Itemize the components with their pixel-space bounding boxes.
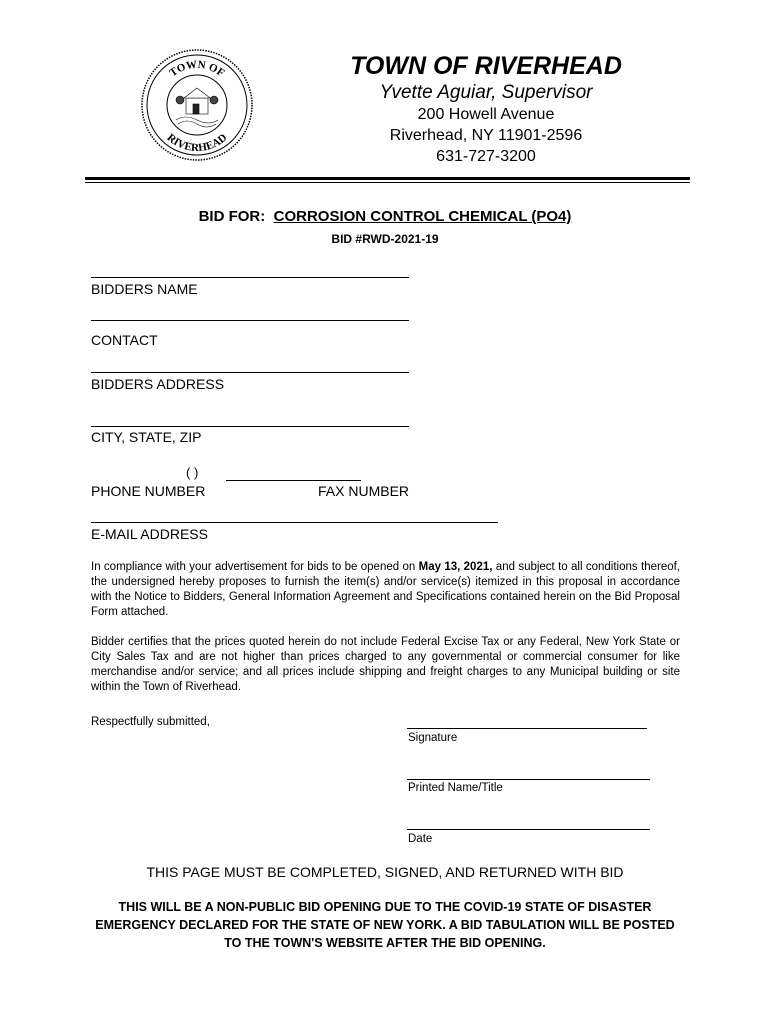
page-title: TOWN OF RIVERHEAD bbox=[350, 52, 622, 80]
city-state-zip-label: CITY, STATE, ZIP bbox=[91, 429, 202, 445]
phone-number-label: PHONE NUMBER bbox=[91, 483, 206, 499]
bid-name: CORROSION CONTROL CHEMICAL (PO4) bbox=[273, 208, 572, 225]
date-label: Date bbox=[408, 833, 433, 845]
street-address: 200 Howell Avenue bbox=[417, 106, 555, 123]
email-line[interactable] bbox=[91, 522, 498, 523]
header-divider-thin bbox=[85, 182, 690, 183]
phone-number-header: 631-727-3200 bbox=[436, 148, 536, 165]
contact-line[interactable] bbox=[91, 320, 409, 321]
supervisor-name: Yvette Aguiar, Supervisor bbox=[379, 82, 593, 103]
bid-title bbox=[0, 208, 770, 225]
seal-text-bottom: RIVERHEAD bbox=[164, 131, 230, 155]
printed-name-line[interactable] bbox=[407, 779, 650, 780]
bid-prefix: BID FOR: bbox=[198, 208, 266, 225]
return-instruction: THIS PAGE MUST BE COMPLETED, SIGNED, AND RETURNED WITH BID bbox=[146, 864, 624, 880]
city-address: Riverhead, NY 11901-2596 bbox=[389, 127, 583, 144]
bid-opening-date: May 13, 2021, bbox=[418, 561, 493, 573]
seal-text-top: TOWN OF bbox=[167, 58, 227, 80]
covid-notice: THIS WILL BE A NON-PUBLIC BID OPENING DUE TO THE COVID-19 STATE OF DISASTER EMERGENCY DECLARED FOR THE STATE OF NEW YORK. A BID TABULATION WILL BE POSTED TO THE TOWN'S WEBSITE AFTER THE BID OPENING. bbox=[95, 900, 675, 950]
email-label: E-MAIL ADDRESS bbox=[91, 526, 208, 542]
respectfully-submitted: Respectfully submitted, bbox=[91, 716, 210, 728]
area-code-parentheses: ( ) bbox=[186, 465, 199, 480]
bidders-name-line[interactable] bbox=[91, 277, 409, 278]
town-seal bbox=[140, 48, 254, 162]
bidders-address-label: BIDDERS ADDRESS bbox=[91, 376, 225, 392]
date-line[interactable] bbox=[407, 829, 650, 830]
fax-number-label: FAX NUMBER bbox=[318, 483, 410, 499]
bidders-address-line[interactable] bbox=[91, 372, 409, 373]
signature-line[interactable] bbox=[407, 728, 647, 729]
fax-number-line[interactable] bbox=[226, 480, 361, 481]
signature-label: Signature bbox=[408, 732, 458, 744]
svg-text:TOWN OF bbox=[167, 59, 226, 80]
header-divider bbox=[85, 177, 690, 180]
certification-paragraph: Bidder certifies that the prices quoted herein do not include Federal Excise Tax or any Federal, New York State or City Sales Tax and are not higher than prices charged to any governmental or commercial consumer for like merchandise and/or service; and all prices include shipping and freight charges to any Municipal building or site within the Town of Riverhead. bbox=[91, 636, 680, 693]
compliance-text-end: and subject to all conditions thereof, the undersigned hereby proposes to furnish the item(s) and/or service(s) itemized in this proposal in accordance with the Notice to Bidders, General Information Agreement and Specifications contained herein on the Bid Proposal Form attached. bbox=[91, 561, 680, 618]
bid-number: BID #RWD-2021-19 bbox=[331, 232, 439, 246]
contact-label: CONTACT bbox=[91, 332, 158, 348]
printed-name-label: Printed Name/Title bbox=[408, 782, 503, 794]
city-state-zip-line[interactable] bbox=[91, 426, 409, 427]
bidders-name-label: BIDDERS NAME bbox=[91, 281, 198, 297]
compliance-text-start: In compliance with your advertisement for bids to be opened on bbox=[91, 561, 419, 573]
compliance-paragraph bbox=[91, 560, 680, 620]
